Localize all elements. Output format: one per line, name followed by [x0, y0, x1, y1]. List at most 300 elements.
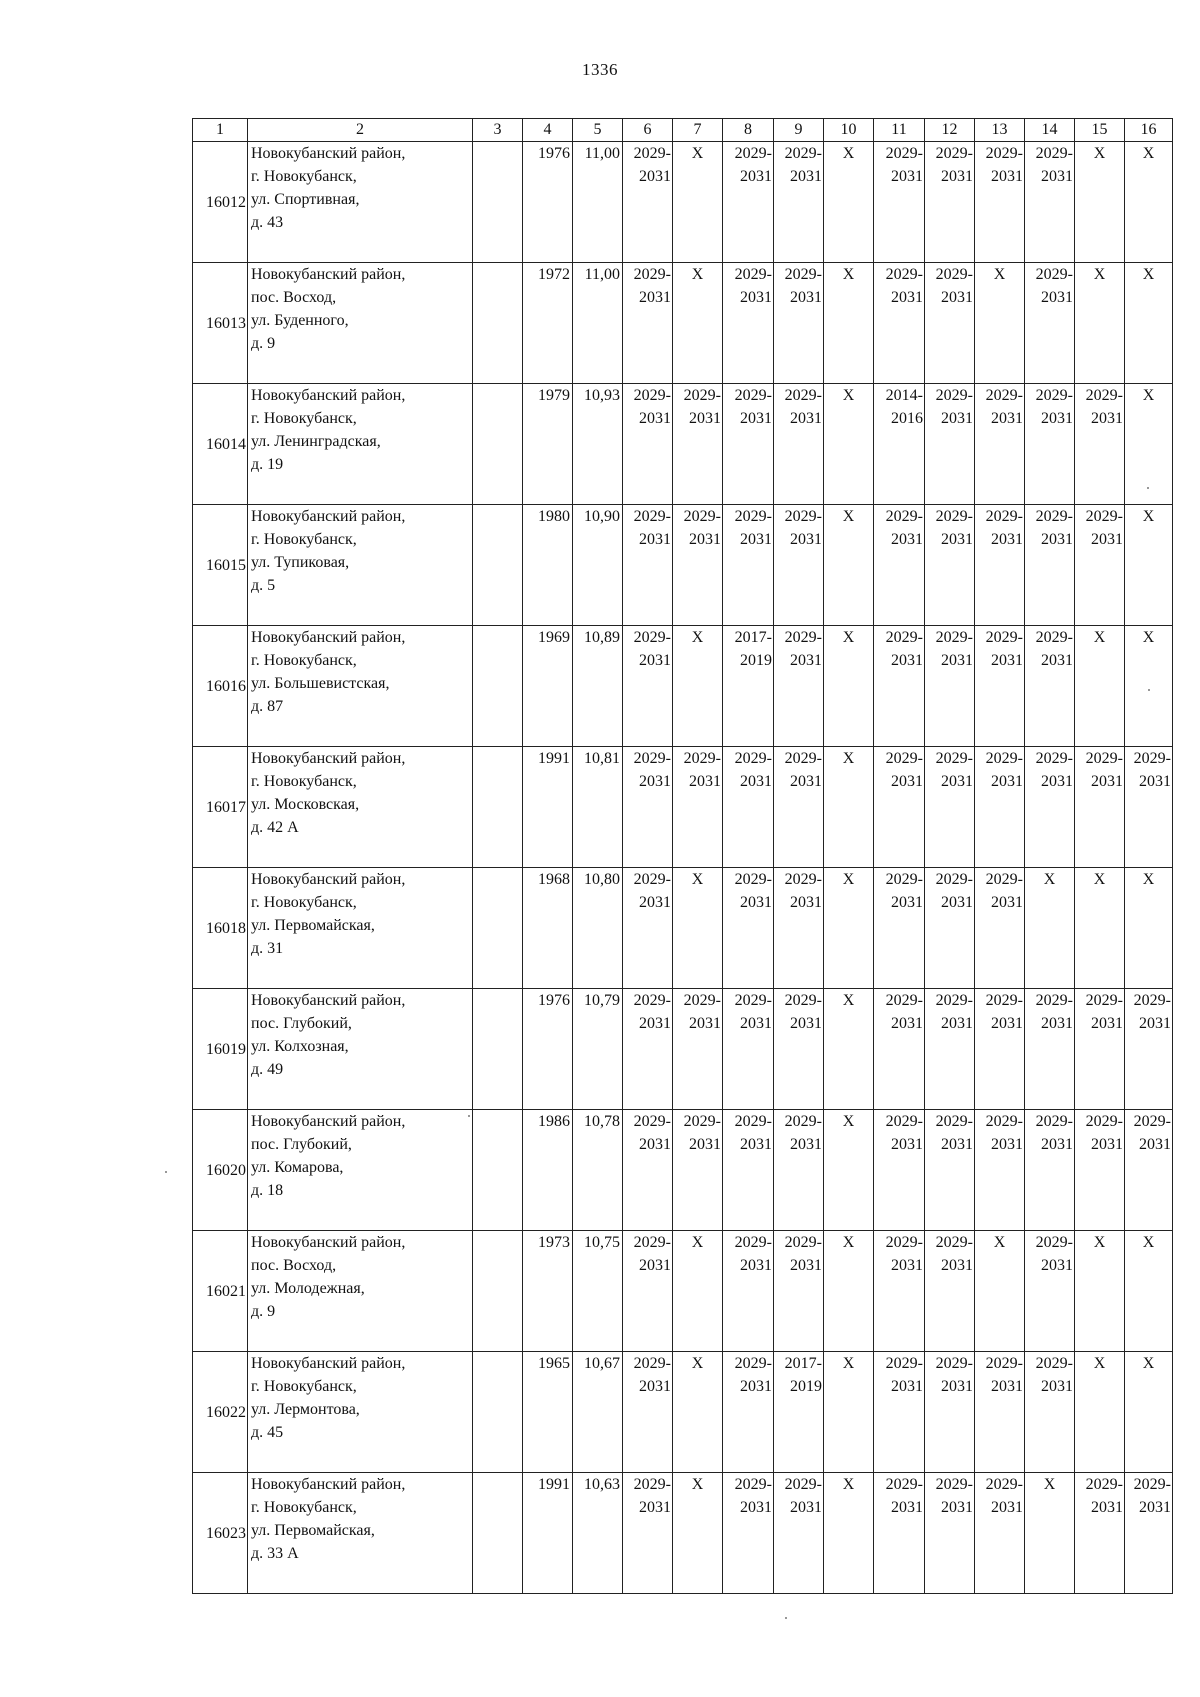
column-header-6: 6 [623, 119, 673, 142]
not-applicable-cell: X [1125, 142, 1173, 263]
period-cell [623, 868, 673, 989]
year-cell: 1973 [523, 1231, 573, 1352]
value-cell: 10,78 [573, 1110, 623, 1231]
period-end: 2031 [991, 531, 1023, 548]
period-end: 2031 [790, 1015, 822, 1032]
column-3-cell [473, 1110, 523, 1231]
period-cell [774, 384, 824, 505]
period-start: 2029- [734, 1234, 772, 1251]
period-end: 2031 [790, 410, 822, 427]
period-start: 2029- [633, 992, 671, 1009]
period-start: 2029- [885, 750, 923, 767]
period-cell [975, 1110, 1025, 1231]
period-end: 2031 [1139, 1499, 1171, 1516]
period-end: 2031 [790, 531, 822, 548]
address-line: ул. Лермонтова, [251, 1401, 360, 1418]
period-end: 2031 [891, 1015, 923, 1032]
period-start: 2029- [1035, 1355, 1073, 1372]
not-applicable-cell: X [975, 263, 1025, 384]
period-cell [975, 868, 1025, 989]
table-row [193, 868, 1173, 989]
period-end: 2031 [891, 652, 923, 669]
address-line: Новокубанский район, [251, 1113, 406, 1130]
period-cell [925, 505, 975, 626]
period-cell [1125, 1473, 1173, 1594]
period-end: 2031 [1041, 531, 1073, 548]
not-applicable-cell: X [1125, 1352, 1173, 1473]
not-applicable-cell: X [1075, 626, 1125, 747]
period-start: 2029- [935, 1234, 973, 1251]
period-cell [1025, 989, 1075, 1110]
period-end: 2031 [941, 410, 973, 427]
address-cell [248, 1110, 473, 1231]
period-cell [623, 1231, 673, 1352]
not-applicable-cell: X [673, 1473, 723, 1594]
period-start: 2029- [633, 629, 671, 646]
period-start: 2029- [885, 1113, 923, 1130]
column-3-cell [473, 505, 523, 626]
period-start: 2029- [1085, 992, 1123, 1009]
not-applicable-cell: X [1125, 626, 1173, 747]
period-cell [874, 1231, 925, 1352]
period-end: 2031 [891, 289, 923, 306]
period-cell [1125, 989, 1173, 1110]
period-cell [874, 989, 925, 1110]
column-header-4: 4 [523, 119, 573, 142]
column-header-5: 5 [573, 119, 623, 142]
period-end: 2031 [891, 1499, 923, 1516]
period-end: 2031 [1041, 289, 1073, 306]
period-cell [723, 263, 774, 384]
period-cell [975, 142, 1025, 263]
period-end: 2031 [740, 1499, 772, 1516]
address-line: ул. Колхозная, [251, 1038, 349, 1055]
period-cell [623, 505, 673, 626]
column-header-15: 15 [1075, 119, 1125, 142]
period-cell [925, 868, 975, 989]
not-applicable-cell: X [1075, 263, 1125, 384]
period-end: 2031 [639, 289, 671, 306]
period-cell [975, 747, 1025, 868]
period-cell [1075, 989, 1125, 1110]
address-line: ул. Ленинградская, [251, 433, 381, 450]
period-end: 2031 [1041, 168, 1073, 185]
address-line: Новокубанский район, [251, 1476, 406, 1493]
address-line: Новокубанский район, [251, 387, 406, 404]
not-applicable-cell: X [1125, 868, 1173, 989]
period-cell [975, 1352, 1025, 1473]
period-cell [723, 1352, 774, 1473]
period-cell [774, 989, 824, 1110]
address-line: ул. Первомайская, [251, 917, 375, 934]
row-id-cell: 16021 [193, 1231, 248, 1352]
period-start: 2029- [985, 750, 1023, 767]
period-start: 2029- [935, 508, 973, 525]
period-cell [623, 989, 673, 1110]
period-end: 2031 [941, 1499, 973, 1516]
row-id-cell: 16015 [193, 505, 248, 626]
not-applicable-cell: X [975, 1231, 1025, 1352]
period-start: 2029- [633, 750, 671, 767]
row-id-cell: 16012 [193, 142, 248, 263]
period-end: 2031 [941, 894, 973, 911]
period-end: 2031 [790, 894, 822, 911]
address-line: ул. Тупиковая, [251, 554, 350, 571]
page-number: 1336 [582, 60, 618, 79]
period-start: 2029- [784, 750, 822, 767]
address-line: пос. Восход, [251, 1257, 337, 1274]
period-end: 2031 [891, 773, 923, 790]
period-end: 2031 [639, 1015, 671, 1032]
period-start: 2029- [985, 871, 1023, 888]
period-start: 2029- [1085, 387, 1123, 404]
period-start: 2029- [1133, 750, 1171, 767]
period-start: 2029- [784, 145, 822, 162]
period-end: 2031 [639, 1136, 671, 1153]
column-3-cell [473, 626, 523, 747]
not-applicable-cell: X [824, 989, 874, 1110]
period-end: 2031 [790, 1257, 822, 1274]
period-cell [874, 505, 925, 626]
period-end: 2031 [639, 531, 671, 548]
period-end: 2031 [639, 1257, 671, 1274]
column-3-cell [473, 263, 523, 384]
not-applicable-cell: X [824, 1231, 874, 1352]
address-line: г. Новокубанск, [251, 652, 357, 669]
period-end: 2031 [639, 1499, 671, 1516]
address-line: Новокубанский район, [251, 508, 406, 525]
period-end: 2031 [639, 773, 671, 790]
period-start: 2029- [1133, 1113, 1171, 1130]
scan-speck [785, 1617, 787, 1619]
period-cell [1025, 505, 1075, 626]
not-applicable-cell: X [824, 505, 874, 626]
table-row [193, 747, 1173, 868]
period-start: 2029- [734, 508, 772, 525]
address-line: Новокубанский район, [251, 992, 406, 1009]
period-end: 2031 [689, 1015, 721, 1032]
period-cell [623, 142, 673, 263]
not-applicable-cell: X [824, 626, 874, 747]
period-start: 2029- [734, 1476, 772, 1493]
column-header-8: 8 [723, 119, 774, 142]
not-applicable-cell: X [1075, 1352, 1125, 1473]
address-line: д. 45 [251, 1424, 284, 1441]
year-cell: 1986 [523, 1110, 573, 1231]
address-line: г. Новокубанск, [251, 1499, 357, 1516]
period-start: 2029- [935, 629, 973, 646]
period-cell [723, 1110, 774, 1231]
period-start: 2029- [633, 387, 671, 404]
period-start: 2029- [985, 1355, 1023, 1372]
period-cell [1125, 747, 1173, 868]
scan-speck [468, 1115, 470, 1117]
address-line: ул. Большевистская, [251, 675, 390, 692]
period-end: 2031 [941, 1015, 973, 1032]
period-cell [723, 384, 774, 505]
period-end: 2031 [891, 1136, 923, 1153]
register-table [192, 118, 1173, 1594]
period-end: 2031 [991, 1378, 1023, 1395]
address-cell [248, 384, 473, 505]
column-header-16: 16 [1125, 119, 1173, 142]
period-end: 2031 [941, 289, 973, 306]
period-cell [975, 626, 1025, 747]
row-id-cell: 16016 [193, 626, 248, 747]
period-end: 2031 [991, 1499, 1023, 1516]
not-applicable-cell: X [673, 1231, 723, 1352]
period-cell [623, 626, 673, 747]
address-line: д. 33 А [251, 1545, 299, 1562]
address-cell [248, 1352, 473, 1473]
period-cell [925, 747, 975, 868]
period-cell [774, 1231, 824, 1352]
period-end: 2031 [740, 894, 772, 911]
period-start: 2029- [784, 387, 822, 404]
period-cell [774, 868, 824, 989]
period-cell [623, 747, 673, 868]
address-line: пос. Глубокий, [251, 1015, 352, 1032]
period-cell [774, 263, 824, 384]
table-row [193, 142, 1173, 263]
column-header-11: 11 [874, 119, 925, 142]
period-end: 2016 [891, 410, 923, 427]
period-start: 2029- [885, 1476, 923, 1493]
address-line: д. 5 [251, 577, 276, 594]
not-applicable-cell: X [824, 263, 874, 384]
value-cell: 11,00 [573, 142, 623, 263]
period-cell [673, 1110, 723, 1231]
period-end: 2031 [740, 289, 772, 306]
period-cell [723, 1231, 774, 1352]
period-start: 2029- [1035, 508, 1073, 525]
period-cell [975, 384, 1025, 505]
period-start: 2029- [1085, 1113, 1123, 1130]
period-end: 2031 [790, 1136, 822, 1153]
period-start: 2029- [1035, 992, 1073, 1009]
year-cell: 1980 [523, 505, 573, 626]
address-cell [248, 1231, 473, 1352]
not-applicable-cell: X [1125, 505, 1173, 626]
period-start: 2029- [985, 508, 1023, 525]
table-row [193, 989, 1173, 1110]
period-end: 2031 [1091, 1499, 1123, 1516]
address-line: Новокубанский район, [251, 145, 406, 162]
period-end: 2019 [790, 1378, 822, 1395]
row-id-cell: 16013 [193, 263, 248, 384]
address-cell [248, 505, 473, 626]
period-start: 2029- [1035, 629, 1073, 646]
period-cell [774, 505, 824, 626]
address-line: ул. Молодежная, [251, 1280, 365, 1297]
row-id-cell: 16017 [193, 747, 248, 868]
period-start: 2029- [935, 387, 973, 404]
address-line: ул. Комарова, [251, 1159, 344, 1176]
period-cell [723, 989, 774, 1110]
period-start: 2029- [784, 992, 822, 1009]
column-3-cell [473, 1352, 523, 1473]
period-cell [1025, 747, 1075, 868]
address-cell [248, 1473, 473, 1594]
period-start: 2029- [985, 992, 1023, 1009]
period-end: 2031 [891, 531, 923, 548]
period-start: 2029- [633, 1234, 671, 1251]
period-cell [774, 1473, 824, 1594]
value-cell: 10,90 [573, 505, 623, 626]
period-end: 2031 [1091, 1015, 1123, 1032]
period-start: 2029- [633, 1476, 671, 1493]
period-end: 2031 [790, 773, 822, 790]
period-cell [1075, 384, 1125, 505]
not-applicable-cell: X [1125, 263, 1173, 384]
period-end: 2031 [991, 410, 1023, 427]
period-end: 2031 [891, 894, 923, 911]
period-cell [774, 1352, 824, 1473]
row-id-cell: 16018 [193, 868, 248, 989]
table-row [193, 384, 1173, 505]
period-start: 2029- [734, 750, 772, 767]
not-applicable-cell: X [824, 747, 874, 868]
period-start: 2029- [633, 1113, 671, 1130]
period-start: 2029- [935, 1476, 973, 1493]
period-end: 2031 [1041, 1378, 1073, 1395]
period-cell [874, 142, 925, 263]
period-cell [723, 505, 774, 626]
period-start: 2029- [784, 1234, 822, 1251]
period-start: 2029- [935, 145, 973, 162]
table-row [193, 626, 1173, 747]
address-line: пос. Глубокий, [251, 1136, 352, 1153]
period-start: 2014- [885, 387, 923, 404]
period-cell [874, 1110, 925, 1231]
period-end: 2031 [891, 168, 923, 185]
address-line: д. 9 [251, 335, 276, 352]
period-cell [774, 747, 824, 868]
period-cell [1075, 1473, 1125, 1594]
period-end: 2031 [1041, 410, 1073, 427]
period-start: 2029- [885, 992, 923, 1009]
period-start: 2029- [734, 1113, 772, 1130]
column-header-12: 12 [925, 119, 975, 142]
period-end: 2031 [689, 1136, 721, 1153]
period-cell [1075, 1110, 1125, 1231]
period-start: 2029- [935, 1355, 973, 1372]
period-cell [673, 989, 723, 1110]
address-line: д. 31 [251, 940, 284, 957]
address-line: д. 18 [251, 1182, 284, 1199]
period-end: 2031 [740, 1257, 772, 1274]
period-start: 2029- [784, 508, 822, 525]
period-cell [1025, 1352, 1075, 1473]
period-end: 2031 [1041, 652, 1073, 669]
period-end: 2031 [891, 1257, 923, 1274]
period-end: 2031 [790, 1499, 822, 1516]
period-end: 2031 [1139, 1136, 1171, 1153]
column-header-14: 14 [1025, 119, 1075, 142]
not-applicable-cell: X [824, 1473, 874, 1594]
period-start: 2029- [683, 387, 721, 404]
period-end: 2031 [991, 894, 1023, 911]
period-start: 2029- [985, 1113, 1023, 1130]
period-start: 2029- [885, 1355, 923, 1372]
address-cell [248, 142, 473, 263]
address-cell [248, 747, 473, 868]
column-header-10: 10 [824, 119, 874, 142]
period-cell [723, 747, 774, 868]
address-line: д. 87 [251, 698, 284, 715]
address-line: г. Новокубанск, [251, 531, 357, 548]
value-cell: 10,93 [573, 384, 623, 505]
period-start: 2029- [1085, 750, 1123, 767]
period-cell [975, 505, 1025, 626]
period-start: 2029- [683, 750, 721, 767]
period-cell [774, 1110, 824, 1231]
year-cell: 1991 [523, 1473, 573, 1594]
period-cell [874, 626, 925, 747]
period-start: 2017- [784, 1355, 822, 1372]
period-start: 2029- [1035, 1234, 1073, 1251]
period-start: 2029- [885, 145, 923, 162]
period-end: 2031 [1041, 1136, 1073, 1153]
value-cell: 10,63 [573, 1473, 623, 1594]
address-cell [248, 868, 473, 989]
period-cell [673, 747, 723, 868]
period-cell [673, 505, 723, 626]
table-row [193, 505, 1173, 626]
period-end: 2031 [740, 531, 772, 548]
period-cell [1025, 1231, 1075, 1352]
address-line: д. 19 [251, 456, 284, 473]
period-start: 2029- [633, 508, 671, 525]
period-end: 2031 [790, 289, 822, 306]
column-3-cell [473, 384, 523, 505]
period-start: 2029- [633, 1355, 671, 1372]
year-cell: 1965 [523, 1352, 573, 1473]
period-start: 2029- [683, 508, 721, 525]
not-applicable-cell: X [824, 1352, 874, 1473]
row-id-cell: 16023 [193, 1473, 248, 1594]
row-id-cell: 16020 [193, 1110, 248, 1231]
period-start: 2029- [1035, 145, 1073, 162]
period-cell [673, 384, 723, 505]
period-start: 2029- [784, 266, 822, 283]
period-cell [774, 626, 824, 747]
period-start: 2029- [985, 1476, 1023, 1493]
period-cell [723, 626, 774, 747]
not-applicable-cell: X [673, 626, 723, 747]
period-start: 2029- [935, 992, 973, 1009]
year-cell: 1979 [523, 384, 573, 505]
period-start: 2029- [935, 750, 973, 767]
period-end: 2031 [941, 168, 973, 185]
value-cell: 10,67 [573, 1352, 623, 1473]
column-header-2: 2 [248, 119, 473, 142]
period-end: 2031 [740, 773, 772, 790]
period-start: 2029- [1085, 1476, 1123, 1493]
period-end: 2031 [1091, 531, 1123, 548]
period-start: 2017- [734, 629, 772, 646]
period-end: 2031 [941, 1136, 973, 1153]
table-body [193, 142, 1173, 1594]
period-end: 2031 [790, 652, 822, 669]
period-cell [623, 1110, 673, 1231]
period-end: 2031 [941, 773, 973, 790]
period-start: 2029- [734, 387, 772, 404]
period-end: 2031 [1091, 410, 1123, 427]
period-end: 2031 [941, 531, 973, 548]
period-end: 2031 [1041, 1257, 1073, 1274]
column-3-cell [473, 1231, 523, 1352]
